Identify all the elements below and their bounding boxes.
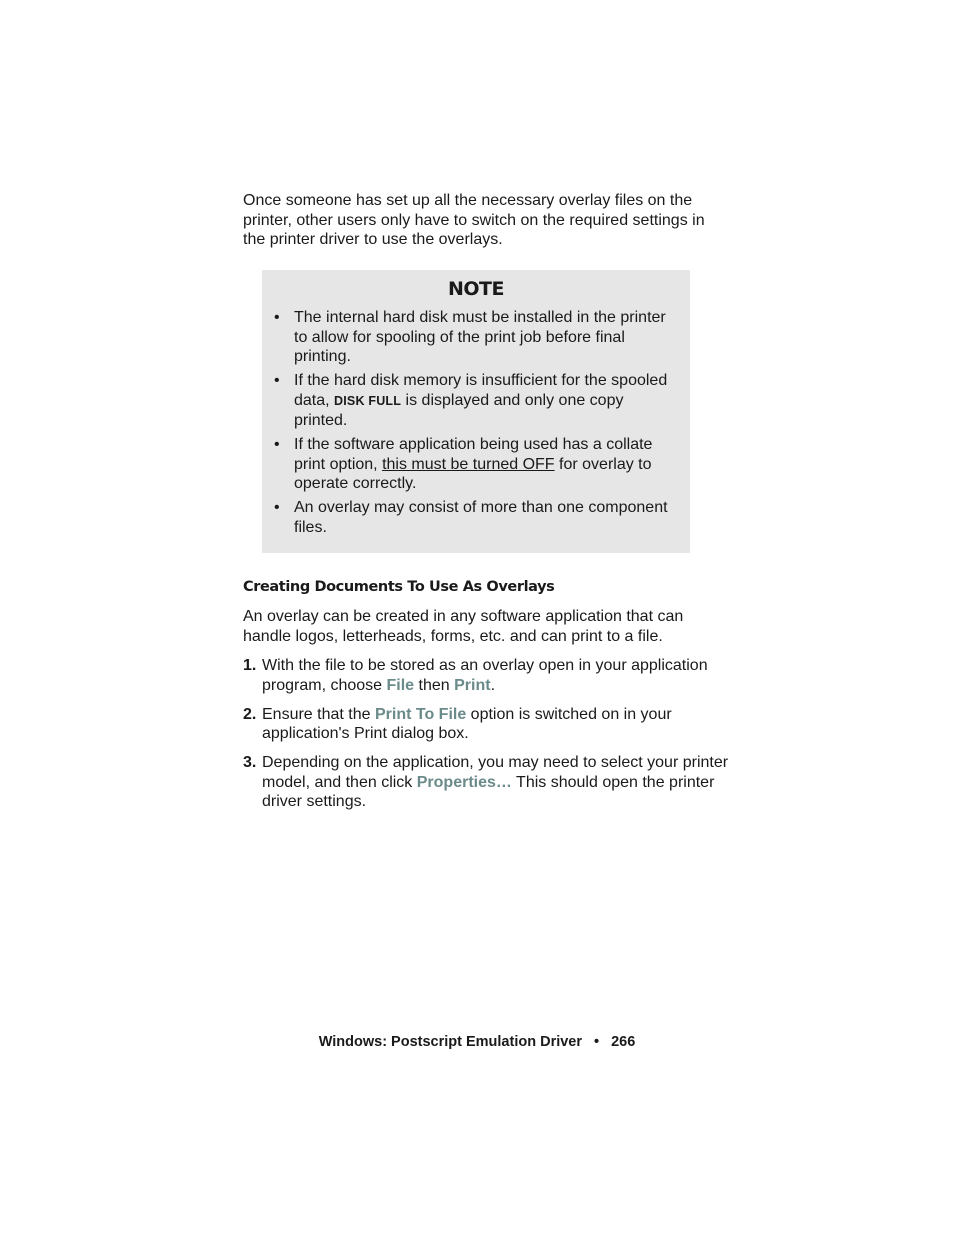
bullet: • <box>274 499 280 516</box>
note-item <box>262 371 690 431</box>
print-to-file-term: Print To File <box>374 705 467 723</box>
note-list <box>262 308 690 542</box>
step-text: Depending on the application, you may need to select your printer model, and then click <box>262 754 729 791</box>
footer-title: Windows: Postscript Emulation Driver <box>318 1034 583 1050</box>
underlined-warning: this must be turned OFF <box>382 455 555 473</box>
bullet: • <box>274 372 280 389</box>
step-text: . <box>490 676 496 694</box>
step-text: Ensure that the <box>262 705 375 723</box>
step-number: 2. <box>243 705 257 723</box>
intro-paragraph: Once someone has set up all the necessary overlay files on the printer, other users only have to switch on the required settings in the printer driver to use the overlays. <box>243 192 705 248</box>
bullet: • <box>274 436 280 453</box>
step-text: This should open the printer driver settings. <box>262 773 715 810</box>
steps-list <box>243 656 733 821</box>
note-item <box>262 435 690 494</box>
disk-full-message: DISK FULL <box>334 393 402 408</box>
step-number: 3. <box>243 754 257 771</box>
step-item <box>243 705 733 744</box>
page-footer <box>0 1034 954 1050</box>
note-title: NOTE <box>448 278 504 300</box>
section-paragraph: An overlay can be created in any software application that can handle logos, letterheads, forms, etc. and can print to a file. <box>243 608 684 645</box>
step-text: option is switched on in your application's Print dialog box. <box>262 705 672 742</box>
note-box <box>262 270 690 553</box>
note-item <box>262 308 690 367</box>
bullet: • <box>274 309 280 326</box>
note-item-text: for overlay to operate correctly. <box>294 455 652 492</box>
step-item <box>243 656 733 695</box>
note-item-text: is displayed and only one copy printed. <box>294 391 624 429</box>
print-menu-term: Print <box>454 676 491 694</box>
page-number: 266 <box>611 1034 636 1050</box>
note-item-text: An overlay may consist of more than one component files. <box>294 499 668 536</box>
note-item-text: The internal hard disk must be installed in the printer to allow for spooling of the print job before final printing. <box>294 309 666 365</box>
note-item <box>262 498 690 537</box>
section-heading: Creating Documents To Use As Overlays <box>243 579 555 595</box>
note-item-text: If the hard disk memory is insufficient for the spooled data, <box>294 372 668 409</box>
step-text: then <box>414 676 455 694</box>
file-menu-term: File <box>386 676 415 694</box>
properties-button-term: Properties… <box>416 773 512 791</box>
note-item-text: If the software application being used has a collate print option, <box>294 436 653 473</box>
footer-separator: • <box>594 1034 600 1050</box>
step-item <box>243 753 733 812</box>
step-text: With the file to be stored as an overlay open in your application program, choose <box>262 657 708 694</box>
step-number: 1. <box>243 657 257 674</box>
